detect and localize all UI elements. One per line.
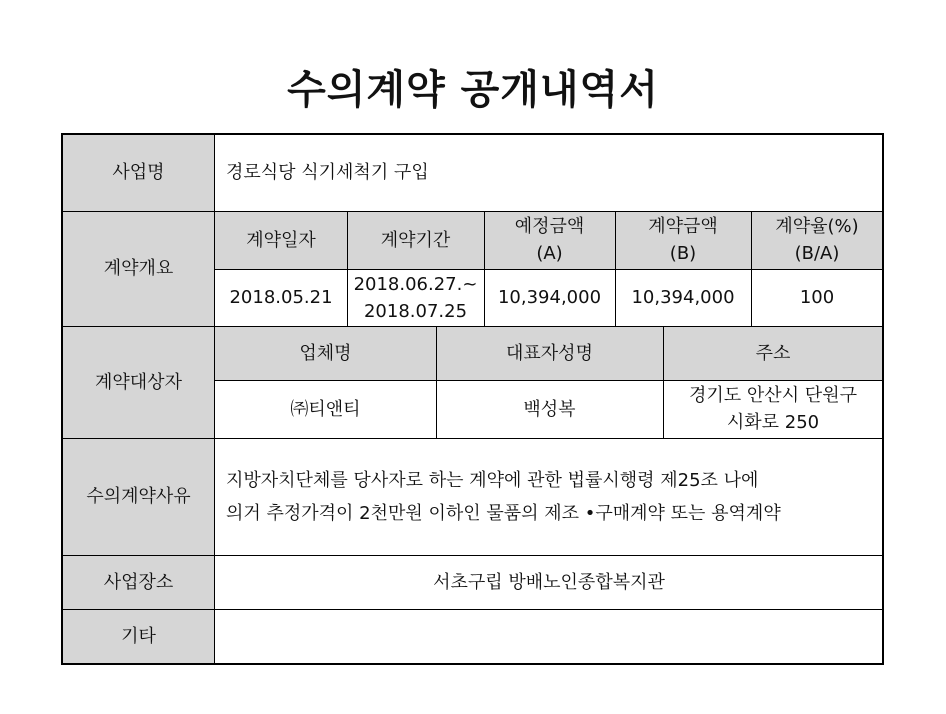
table-border-bottom — [62, 663, 884, 665]
label-etc: 기타 — [121, 626, 156, 647]
row-divider — [62, 326, 883, 327]
estimated-amount-value: 10,394,000 — [497, 287, 602, 308]
contract-amount-value: 10,394,000 — [631, 287, 735, 308]
label-reason: 수의계약사유 — [86, 486, 191, 507]
col-divider — [484, 211, 485, 326]
row-divider — [62, 211, 883, 212]
reason-value — [215, 438, 883, 555]
row-divider — [62, 609, 883, 610]
contract-date-value: 2018.05.21 — [229, 287, 333, 308]
row-divider — [215, 380, 883, 381]
header-representative: 대표자성명 — [506, 342, 593, 364]
table-border-left — [61, 133, 63, 665]
header-estimated-amount: 예정금액 (A) — [514, 216, 585, 264]
row-divider — [62, 438, 883, 439]
reason-line-2: 의거 추정가격이 2천만원 이하인 물품의 제조 •구매계약 또는 용역계약 — [226, 502, 781, 524]
row-divider — [215, 269, 883, 270]
col-divider — [436, 326, 437, 438]
col-divider — [751, 211, 752, 326]
header-address: 주소 — [755, 342, 791, 364]
table-border-right — [882, 133, 884, 665]
label-divider — [214, 134, 215, 664]
location-value: 서초구립 방배노인종합복지관 — [433, 571, 665, 593]
label-contract-overview: 계약개요 — [103, 258, 174, 279]
col-divider — [663, 326, 664, 438]
header-company-name: 업체명 — [299, 342, 352, 364]
col-divider — [615, 211, 616, 326]
label-location: 사업장소 — [103, 571, 174, 593]
header-contract-rate: 계약율(%) (B/A) — [775, 216, 859, 264]
page-title: 수의계약 공개내역서 — [287, 67, 659, 113]
address-value: 경기도 안산시 단원구 시화로 250 — [689, 385, 857, 433]
label-contractor: 계약대상자 — [95, 371, 182, 393]
project-name-value: 경로식당 식기세척기 구입 — [226, 162, 429, 183]
header-contract-period: 계약기간 — [380, 229, 451, 251]
company-name-value: ㈜티앤티 — [290, 398, 361, 420]
header-contract-amount: 계약금액 (B) — [648, 216, 718, 264]
row-divider — [62, 555, 883, 556]
table-border-top — [62, 133, 884, 135]
contract-period-value: 2018.06.27.~ 2018.07.25 — [353, 273, 478, 322]
reason-line-1: 지방자치단체를 당사자로 하는 계약에 관한 법률시행령 제25조 나에 — [226, 469, 759, 491]
label-project-name: 사업명 — [112, 162, 165, 183]
etc-value — [215, 609, 883, 664]
representative-value: 백성복 — [523, 398, 576, 420]
contract-rate-value: 100 — [799, 287, 835, 308]
header-contract-date: 계약일자 — [246, 229, 316, 251]
col-divider — [347, 211, 348, 326]
